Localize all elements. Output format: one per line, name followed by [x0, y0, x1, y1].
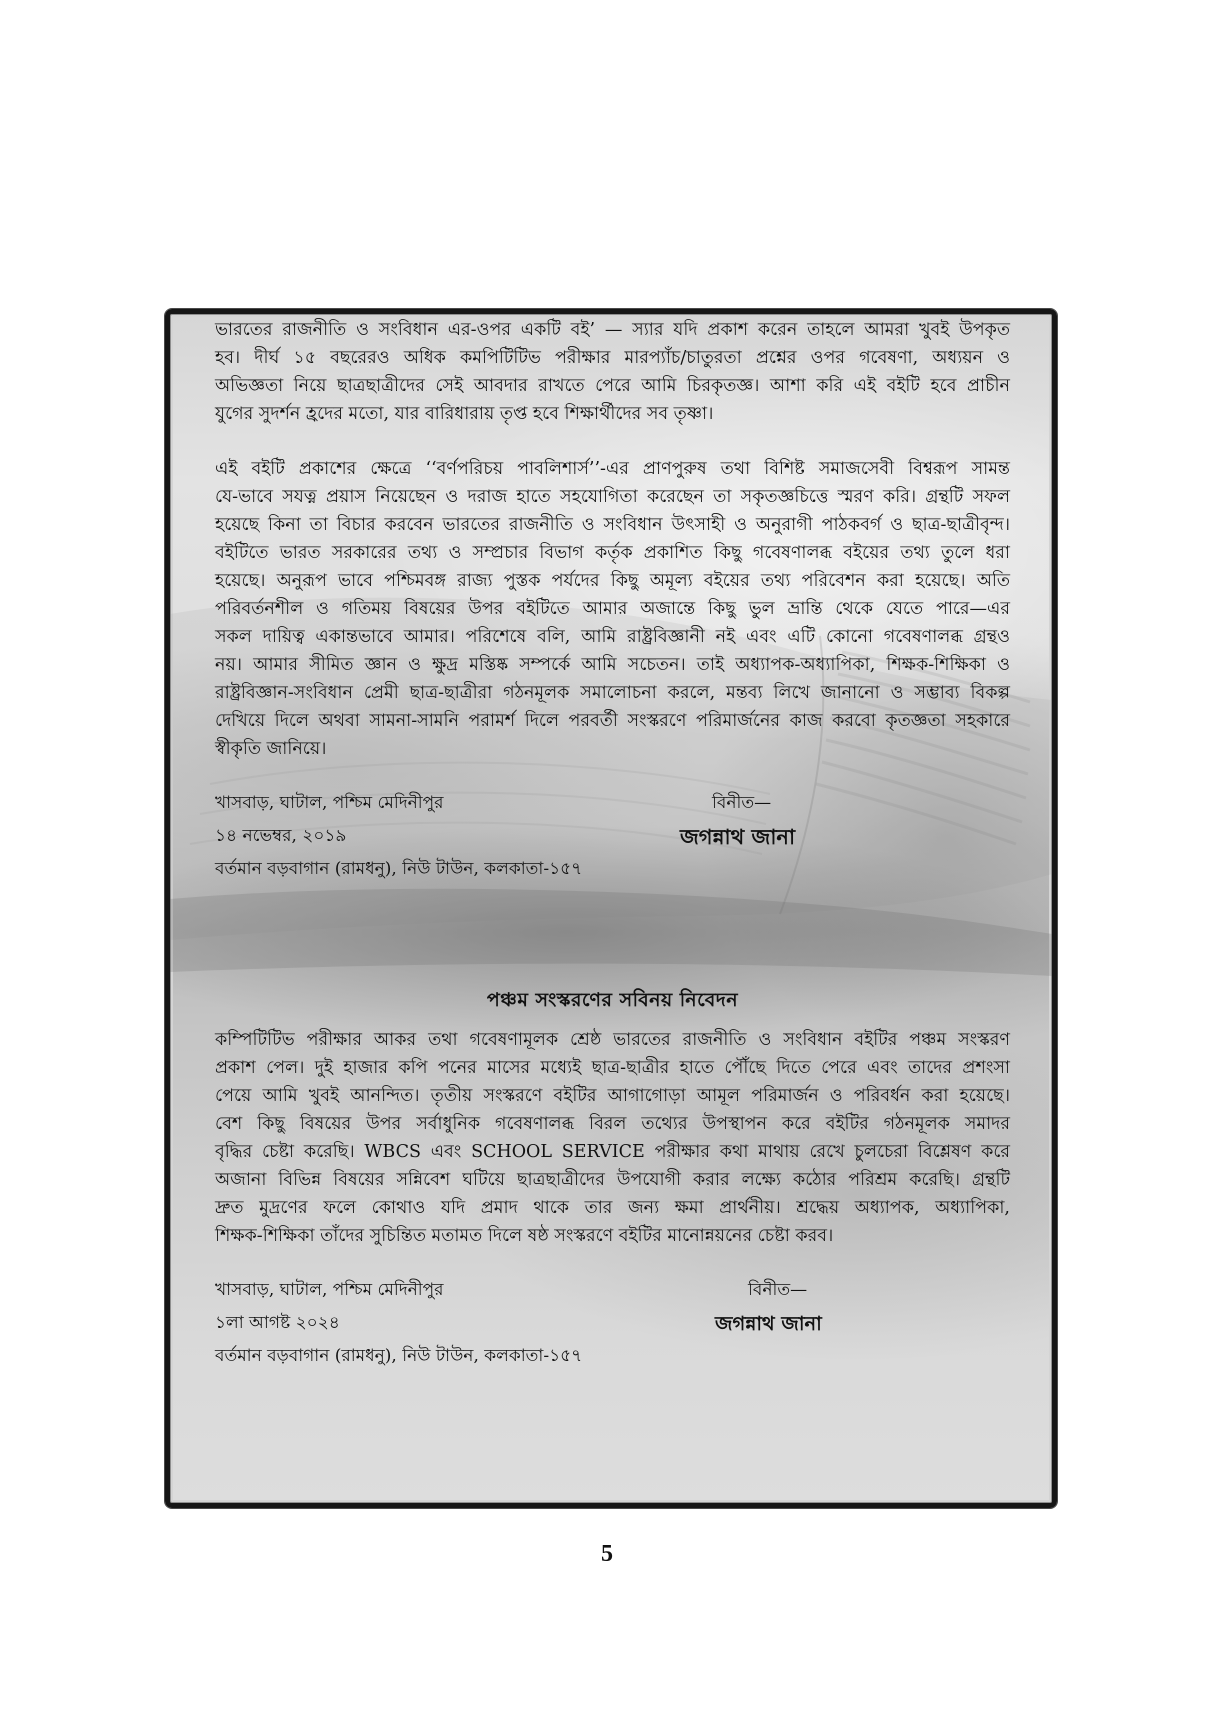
edition-note-line: বৃদ্ধির চেষ্টা করেছি। WBCS এবং SCHOOL SERVICE পরীক্ষার কথা মাথায় রেখে চুলচেরা বিশ্লেষণ করে	[215, 1142, 1010, 1162]
edition-note-line: প্রকাশ পেল। দুই হাজার কপি পনের মাসের মধ্যেই ছাত্র-ছাত্রীর হাতে পৌঁছে দিতে পেরে এবং তাদের প্রশংসা	[215, 1058, 1010, 1078]
acknowledgement-line: এই বইটি প্রকাশের ক্ষেত্রে ‘‘বর্ণপরিচয় পাবলিশার্স’’-এর প্রাণপুরুষ তথা বিশিষ্ট সমাজসেবী বিশ্বরূপ সামন্ত	[215, 459, 1010, 479]
signoff-date: ১লা আগষ্ট ২০২৪	[215, 1313, 340, 1333]
signoff-date: ১৪ নভেম্বর, ২০১৯	[215, 826, 347, 846]
intro-line: ভারতের রাজনীতি ও সংবিধান এর-ওপর একটি বই’ — স্যার যদি প্রকাশ করেন তাহলে আমরা খুবই উপকৃত	[215, 320, 1010, 340]
signoff-place: খাসবাড়, ঘাটাল, পশ্চিম মেদিনীপুর	[215, 1280, 444, 1300]
acknowledgement-line: হয়েছে। অনুরূপ ভাবে পশ্চিমবঙ্গ রাজ্য পুস্তক পর্যদের কিছু অমূল্য বইয়ের তথ্য পরিবেশন করা হয়েছে। অতি	[215, 571, 1010, 591]
edition-note-line: বেশ কিছু বিষয়ের উপর সর্বাধুনিক গবেষণালব্ধ বিরল তথ্যের উপস্থাপন করে বইটির গঠনমূলক সমাদর	[215, 1114, 1010, 1134]
signoff-2024	[215, 1274, 1010, 1373]
acknowledgement-line: বইটিতে ভারত সরকারের তথ্য ও সম্প্রচার বিভাগ কর্তৃক প্রকাশিত কিছু গবেষণালব্ধ বইয়ের তথ্য তুলে ধরা	[215, 543, 1010, 563]
preface-frame	[165, 309, 1057, 1508]
section-heading: পঞ্চম সংস্করণের সবিনয় নিবেদন	[486, 989, 739, 1011]
acknowledgement-paragraph	[215, 455, 1010, 763]
edition-note-line: কম্পিটিটিভ পরীক্ষার আকর তথা গবেষণামূলক শ্রেষ্ঠ ভারতের রাজনীতি ও সংবিধান বইটির পঞ্চম সংস্করণ	[215, 1030, 1010, 1050]
signoff-address: বর্তমান বড়বাগান (রামধনু), নিউ টাউন, কলকাতা-১৫৭	[215, 859, 583, 879]
author-name: জগন্নাথ জানা	[680, 824, 796, 849]
edition-note-line: পেয়ে আমি খুবই আনন্দিত। তৃতীয় সংস্করণে বইটির আগাগোড়া আমূল পরিমার্জন ও পরিবর্ধন করা হয়েছে।	[215, 1086, 1010, 1106]
signoff-address: বর্তমান বড়বাগান (রামধনু), নিউ টাউন, কলকাতা-১৫৭	[215, 1346, 583, 1366]
signoff-2019	[215, 787, 1010, 886]
acknowledgement-line: যে-ভাবে সযত্ন প্রয়াস নিয়েছেন ও দরাজ হাতে সহযোগিতা করেছেন তা সকৃতজ্ঞচিত্তে স্মরণ করি। গ্রন্থটি সফল	[215, 487, 1010, 507]
edition-note-line: দ্রুত মুদ্রণের ফলে কোথাও যদি প্রমাদ থাকে তার জন্য ক্ষমা প্রার্থনীয়। শ্রদ্ধেয় অধ্যাপক, অধ্যাপিকা,	[215, 1198, 1010, 1218]
signoff-closing: বিনীত—	[748, 1280, 808, 1300]
signoff-closing: বিনীত—	[712, 793, 772, 813]
acknowledgement-line: পরিবর্তনশীল ও গতিময় বিষয়ের উপর বইটিতে আমার অজান্তে কিছু ভুল ভ্রান্তি থেকে যেতে পারে—এর	[215, 599, 1010, 619]
acknowledgement-line: রাষ্ট্রবিজ্ঞান-সংবিধান প্রেমী ছাত্র-ছাত্রীরা গঠনমূলক সমালোচনা করলে, মন্তব্য লিখে জানানো ও সম্ভাব্য বিকল্প	[215, 683, 1010, 703]
acknowledgement-line: দেখিয়ে দিলে অথবা সামনা-সামনি পরামর্শ দিলে পরবর্তী সংস্করণে পরিমার্জনের কাজ করবো কৃতজ্ঞতা সহকারে	[215, 711, 1010, 731]
acknowledgement-line: নয়। আমার সীমিত জ্ঞান ও ক্ষুদ্র মস্তিষ্ক সম্পর্কে আমি সচেতন। তাই অধ্যাপক-অধ্যাপিকা, শিক্ষক-শিক্ষিকা ও	[215, 655, 1010, 675]
page-number: 5	[601, 1541, 613, 1567]
intro-line: অভিজ্ঞতা নিয়ে ছাত্রছাত্রীদের সেই আবদার রাখতে পেরে আমি চিরকৃতজ্ঞ। আশা করি এই বইটি হবে প্রাচীন	[215, 376, 1010, 396]
fifth-edition-paragraph	[215, 1026, 1010, 1250]
signoff-place: খাসবাড়, ঘাটাল, পশ্চিম মেদিনীপুর	[215, 793, 444, 813]
intro-line: যুগের সুদর্শন হ্রদের মতো, যার বারিধারায় তৃপ্ত হবে শিক্ষার্থীদের সব তৃষ্ণা।	[215, 404, 714, 424]
edition-note-line: শিক্ষক-শিক্ষিকা তাঁদের সুচিন্তিত মতামত দিলে ষষ্ঠ সংস্করণে বইটির মানোন্নয়নের চেষ্টা করব।	[215, 1226, 834, 1246]
edition-note-line: অজানা বিভিন্ন বিষয়ের সন্নিবেশ ঘটিয়ে ছাত্রছাত্রীদের উপযোগী করার লক্ষ্যে কঠোর পরিশ্রম করেছি। গ্রন্থটি	[215, 1170, 1010, 1190]
acknowledgement-line: হয়েছে কিনা তা বিচার করবেন ভারতের রাজনীতি ও সংবিধান উৎসাহী ও অনুরাগী পাঠকবর্গ ও ছাত্র-ছাত্রীবৃন্দ।	[215, 515, 1010, 535]
author-name: জগন্নাথ জানা	[715, 1312, 822, 1335]
acknowledgement-line: স্বীকৃতি জানিয়ে।	[215, 739, 327, 759]
acknowledgement-line: সকল দায়িত্ব একান্তভাবে আমার। পরিশেষে বলি, আমি রাষ্ট্রবিজ্ঞানী নই এবং এটি কোনো গবেষণালব্ধ গ্রন্থও	[215, 627, 1010, 647]
intro-paragraph	[215, 316, 1010, 428]
preface-content	[215, 316, 1010, 1373]
intro-line: হব। দীর্ঘ ১৫ বছরেরও অধিক কমপিটিটিভ পরীক্ষার মারপ্যাঁচ/চাতুরতা প্রশ্নের ওপর গবেষণা, অধ্যয়ন ও	[215, 348, 1010, 368]
